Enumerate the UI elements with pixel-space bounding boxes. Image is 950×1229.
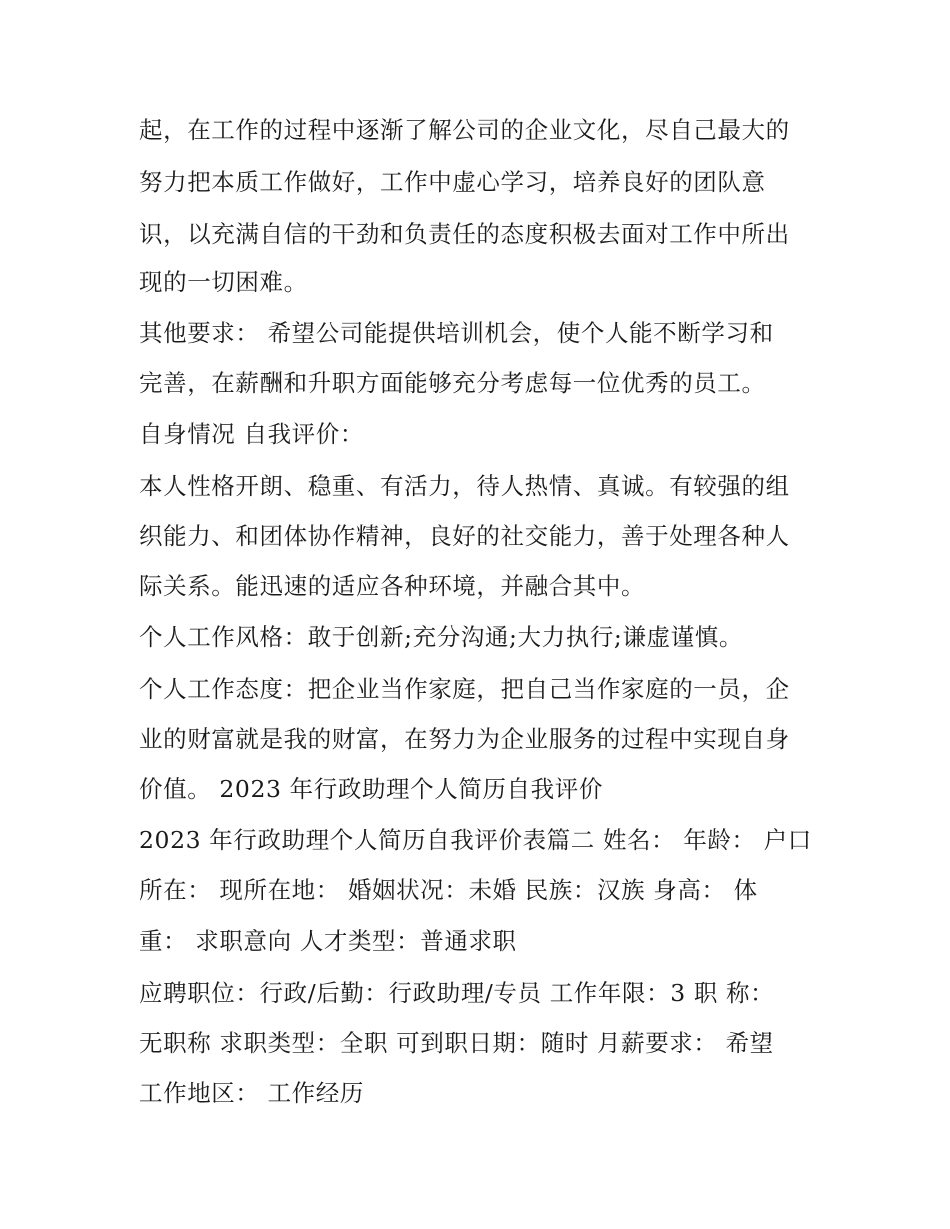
text-line: 起，在工作的过程中逐渐了解公司的企业文化，尽自己最大的 (139, 116, 790, 144)
text-line: 识，以充满自信的干劲和负责任的态度积极去面对工作中所出 (139, 220, 790, 248)
text-line: 应聘职位：行政/后勤：行政助理/专员 工作年限：3 职 称： (139, 979, 775, 1007)
text-line: 现的一切困难。 (139, 268, 308, 296)
text-line: 本人性格开朗、稳重、有活力，待人热情、真诚。有较强的组 (139, 472, 790, 500)
text-line: 个人工作风格：敢于创新;充分沟通;大力执行;谦虚谨慎。 (139, 623, 743, 651)
text-line: 无职称 求职类型：全职 可到职日期：随时 月薪要求： 希望 (139, 1029, 774, 1057)
text-line: 所在： 现所在地： 婚姻状况：未婚 民族：汉族 身高： 体 (139, 876, 758, 904)
text-line: 际关系。能迅速的适应各种环境，并融合其中。 (139, 572, 646, 600)
text-line: 工作地区： 工作经历 (139, 1079, 364, 1107)
text-line: 重： 求职意向 人才类型：普通求职 (139, 927, 517, 955)
text-line: 业的财富就是我的财富，在努力为企业服务的过程中实现自身 (139, 725, 790, 753)
text-line: 2023 年行政助理个人简历自我评价表篇二 姓名： 年龄： 户口 (139, 826, 812, 854)
text-line: 个人工作态度：把企业当作家庭，把自己当作家庭的一员，企 (139, 675, 790, 703)
text-line: 努力把本质工作做好，工作中虚心学习，培养良好的团队意 (139, 168, 766, 196)
text-line: 其他要求： 希望公司能提供培训机会，使个人能不断学习和 (139, 319, 774, 347)
text-line: 织能力、和团体协作精神，良好的社交能力，善于处理各种人 (139, 522, 790, 550)
text-line: 价值。 2023 年行政助理个人简历自我评价 (139, 775, 603, 803)
text-line: 完善，在薪酬和升职方面能够充分考虑每一位优秀的员工。 (139, 369, 766, 397)
text-line: 自身情况 自我评价： (139, 420, 364, 448)
